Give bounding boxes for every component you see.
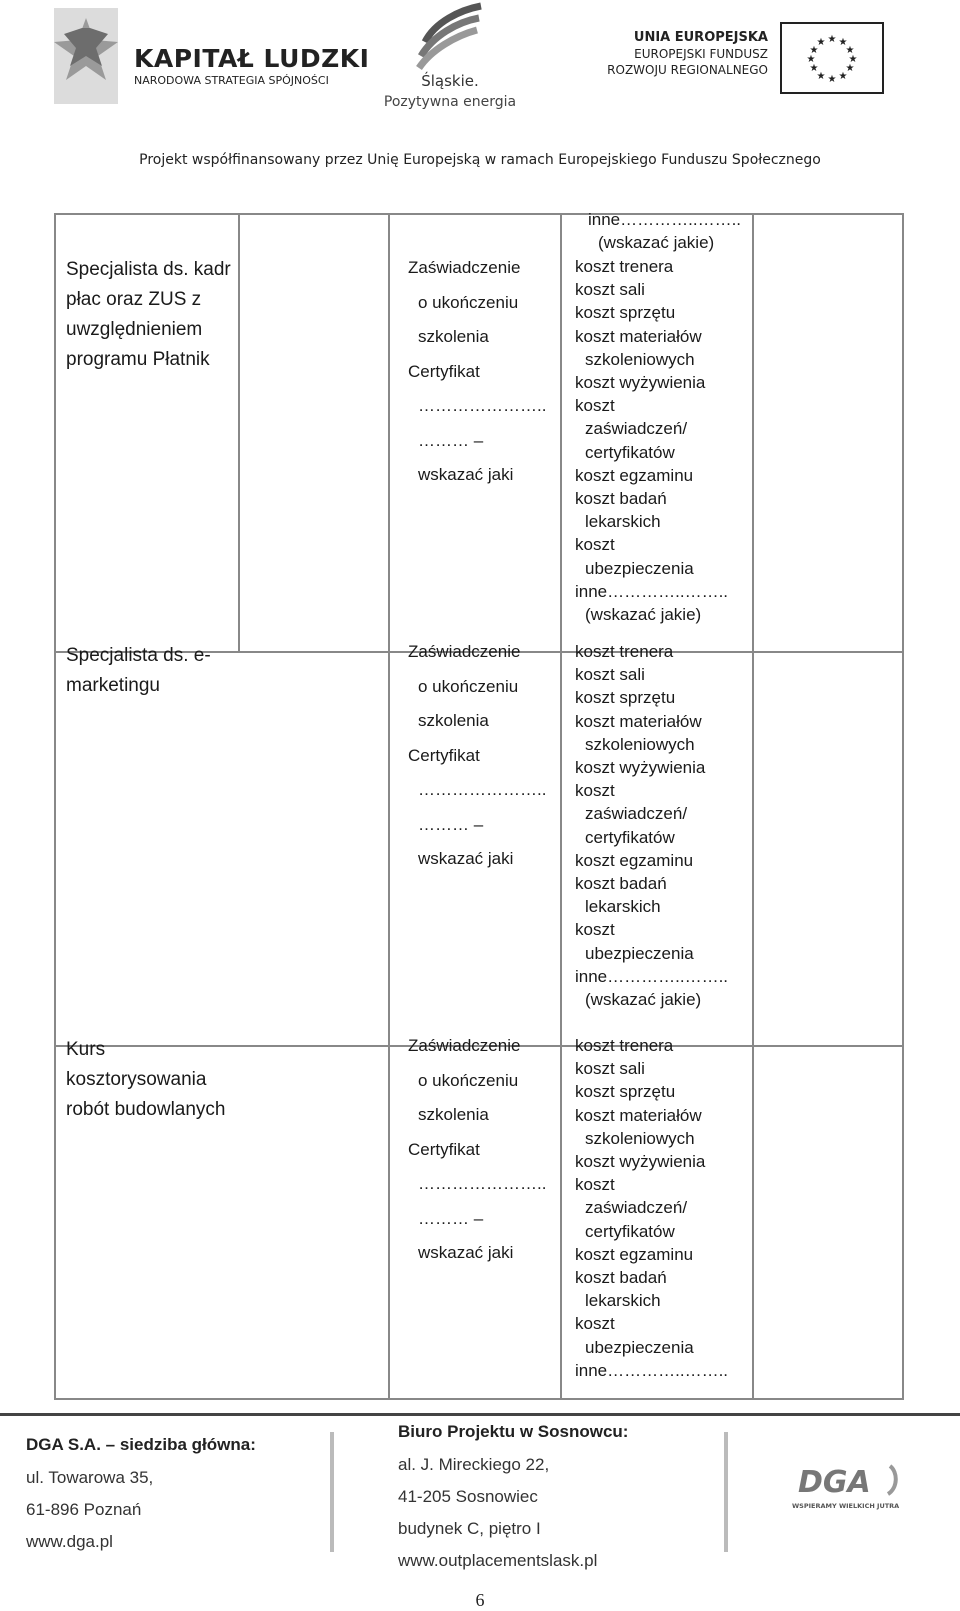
table-rule-col4 [752,213,754,1400]
svg-text:★: ★ [809,63,819,74]
top-fragment-other: inne…………..…….. [588,210,742,229]
hq-title: DGA S.A. – siedziba główna: [26,1435,256,1454]
row-3-cost-item: koszt [575,1314,615,1334]
row-3-cost-item: koszt badań [575,1268,667,1288]
office-website-link[interactable]: www.outplacementslask.pl [398,1551,598,1570]
row-2-cost-item: zaświadczeń/ [585,804,688,824]
hq-city: 61-896 Poznań [26,1500,142,1519]
row-3-cost-item: zaświadczeń/ [585,1198,688,1218]
row-3-cert-line: Certyfikat [408,1139,480,1159]
eu-line-3: ROZWOJU REGIONALNEGO [607,63,768,77]
hq-website-link[interactable]: www.dga.pl [26,1532,113,1551]
row-1-cost-item: koszt wyżywienia [575,373,706,393]
row-1-cost-item: ubezpieczenia [585,558,694,578]
table-rule-bottom [54,1398,904,1400]
svg-text:★: ★ [809,45,819,56]
svg-text:★: ★ [838,71,848,82]
row-2-cert-line: szkolenia [418,711,489,730]
row-2-cost-item: certyfikatów [585,827,675,847]
office-title: Biuro Projektu w Sosnowcu: [398,1422,629,1441]
row-1-cert-line: Certyfikat [408,361,480,381]
row-2-cost-item: inne…………..…….. [575,966,729,986]
row-2-cost-item: szkoleniowych [585,734,695,754]
slaskie-tagline: Pozytywna energia [383,94,517,110]
kapital-ludzki-subtitle: NARODOWA STRATEGIA SPÓJNOŚCI [134,74,329,87]
row-2-cost-item: koszt [575,920,615,940]
kapital-ludzki-logo [50,8,370,108]
row-1-cost-item: koszt [575,535,615,555]
office-street: al. J. Mireckiego 22, [398,1455,550,1474]
row-1-cost-item: koszt [575,396,615,416]
row-1-certificate [408,251,546,493]
eu-text-block [596,30,768,77]
hq-street: ul. Towarowa 35, [26,1468,154,1487]
project-cofinancing-line: Projekt współfinansowany przez Unię Europejską w ramach Europejskiego Funduszu Społecznego [139,152,821,168]
row-2-cost-item: koszt wyżywienia [575,758,706,778]
row-3-cost-item: lekarskich [585,1291,661,1311]
slaskie-swoosh-icon [415,2,485,70]
row-1-cost-item: koszt badań [575,489,667,509]
row-3-course-name: Kurs kosztorysowania robót budowlanych [66,1039,226,1120]
row-3-certificate [408,1029,546,1271]
svg-text:★: ★ [827,74,837,85]
row-3-cost-item: koszt sali [575,1059,645,1079]
row-3-cost-item: koszt egzaminu [575,1244,694,1264]
table-rule-col3 [560,213,562,1400]
page-number: 6 [475,1590,485,1610]
table-rule-col2 [388,213,390,1400]
row-2-cost-item: koszt materiałów [575,711,702,731]
row-1-cert-line: szkolenia [418,327,489,346]
row-2-cert-line: Zaświadczenie [408,642,521,661]
row-3-cert-line: o ukończeniu [418,1070,519,1090]
row-1-cost-item: koszt egzaminu [575,465,694,485]
kapital-ludzki-title: KAPITAŁ LUDZKI [134,44,370,73]
dga-logo-text: DGA [798,1465,871,1500]
dga-slogan: WSPIERAMY WIELKICH JUTRA [792,1502,900,1510]
slaskie-name: Śląskie. [421,72,479,90]
row-1-cost-item: koszt sali [575,280,645,300]
row-2-cost-item: ubezpieczenia [585,943,694,963]
row-1-cert-line: wskazać jaki [418,465,514,484]
row-3-cost-item: koszt [575,1175,615,1195]
footer-separator [724,1432,728,1552]
row-2-cert-line: ……… – [418,814,484,834]
svg-text:★: ★ [845,45,855,56]
row-3-cost-item: inne…………..…….. [575,1360,729,1380]
svg-text:★: ★ [845,63,855,74]
row-1-cert-line: o ukończeniu [418,292,519,312]
row-2-cost-item: koszt sprzętu [575,688,676,708]
top-fragment-specify: (wskazać jakie) [598,233,715,253]
svg-text:★: ★ [848,54,858,65]
row-2-cost-item: (wskazać jakie) [585,990,702,1010]
training-costs-table [54,210,904,1400]
row-2-cost-item: lekarskich [585,897,661,917]
row-3-cert-line: ………………….. [418,1174,547,1193]
table-rule-left [54,213,56,1400]
row-3-cost-item: koszt sprzętu [575,1082,676,1102]
row-1-costs [575,255,728,626]
row-3-cert-line: wskazać jaki [418,1243,514,1262]
row-1-cost-item: lekarskich [585,512,661,532]
row-2-cert-line: Certyfikat [408,745,480,765]
row-1-cert-line: ………………….. [418,396,547,415]
row-1-cost-item: certyfikatów [585,442,675,462]
row-1-cert-line: Zaświadczenie [408,258,521,277]
row-1-cost-item: koszt materiałów [575,326,702,346]
row-3-cost-item: koszt materiałów [575,1105,702,1125]
svg-text:★: ★ [838,37,848,48]
svg-text:★: ★ [816,37,826,48]
row-1-cost-item: koszt sprzętu [575,303,676,323]
row-2-certificate [408,635,546,877]
table-rule-col1-top [238,213,240,653]
row-2-cert-line: o ukończeniu [418,676,519,696]
row-2-cost-item: koszt trenera [575,642,674,661]
footer-separator [330,1432,334,1552]
row-2-cert-line: ………………….. [418,780,547,799]
eu-flag-icon [780,22,884,94]
office-city: 41-205 Sosnowiec [398,1487,538,1506]
row-2-course-name: Specjalista ds. e-marketingu [66,645,211,696]
row-2-cost-item: koszt badań [575,874,667,894]
row-3-cost-item: koszt wyżywienia [575,1152,706,1172]
row-2-cert-line: wskazać jaki [418,849,514,868]
row-2-cost-item: koszt [575,781,615,801]
row-1-cost-item: zaświadczeń/ [585,419,688,439]
row-3-cost-item: ubezpieczenia [585,1337,694,1357]
svg-text:★: ★ [827,34,837,45]
row-3-cert-line: Zaświadczenie [408,1036,521,1055]
row-1-cost-item: inne…………..…….. [575,581,729,601]
table-rule-right [902,213,904,1400]
row-2-cost-item: koszt egzaminu [575,850,694,870]
office-building: budynek C, piętro I [398,1519,541,1538]
footer-divider [0,1413,960,1416]
table-rule-top [54,213,904,215]
eu-line-2: EUROPEJSKI FUNDUSZ [634,47,768,61]
dga-logo-icon [790,1458,910,1518]
row-1-cert-line: ……… – [418,430,484,450]
row-1-cost-item: koszt trenera [575,257,674,276]
row-3-costs [575,1034,728,1382]
kapital-ludzki-emblem-icon [50,8,122,104]
row-3-cost-item: certyfikatów [585,1221,675,1241]
row-1-course-name: Specjalista ds. kadr płac oraz ZUS z uwzględnieniem programu Płatnik [66,259,231,370]
top-fragment-costs [588,208,741,254]
row-1-cost-item: szkoleniowych [585,349,695,369]
row-3-cert-line: ……… – [418,1208,484,1228]
svg-text:★: ★ [806,54,816,65]
row-3-cost-item: szkoleniowych [585,1128,695,1148]
slaskie-logo [370,2,530,112]
row-3-cert-line: szkolenia [418,1105,489,1124]
row-2-costs [575,640,728,1011]
eu-line-1: UNIA EUROPEJSKA [633,30,768,45]
row-2-cost-item: koszt sali [575,665,645,685]
dga-logo [790,1458,910,1518]
svg-text:★: ★ [816,71,826,82]
row-1-cost-item: (wskazać jakie) [585,605,702,625]
row-3-cost-item: koszt trenera [575,1036,674,1055]
